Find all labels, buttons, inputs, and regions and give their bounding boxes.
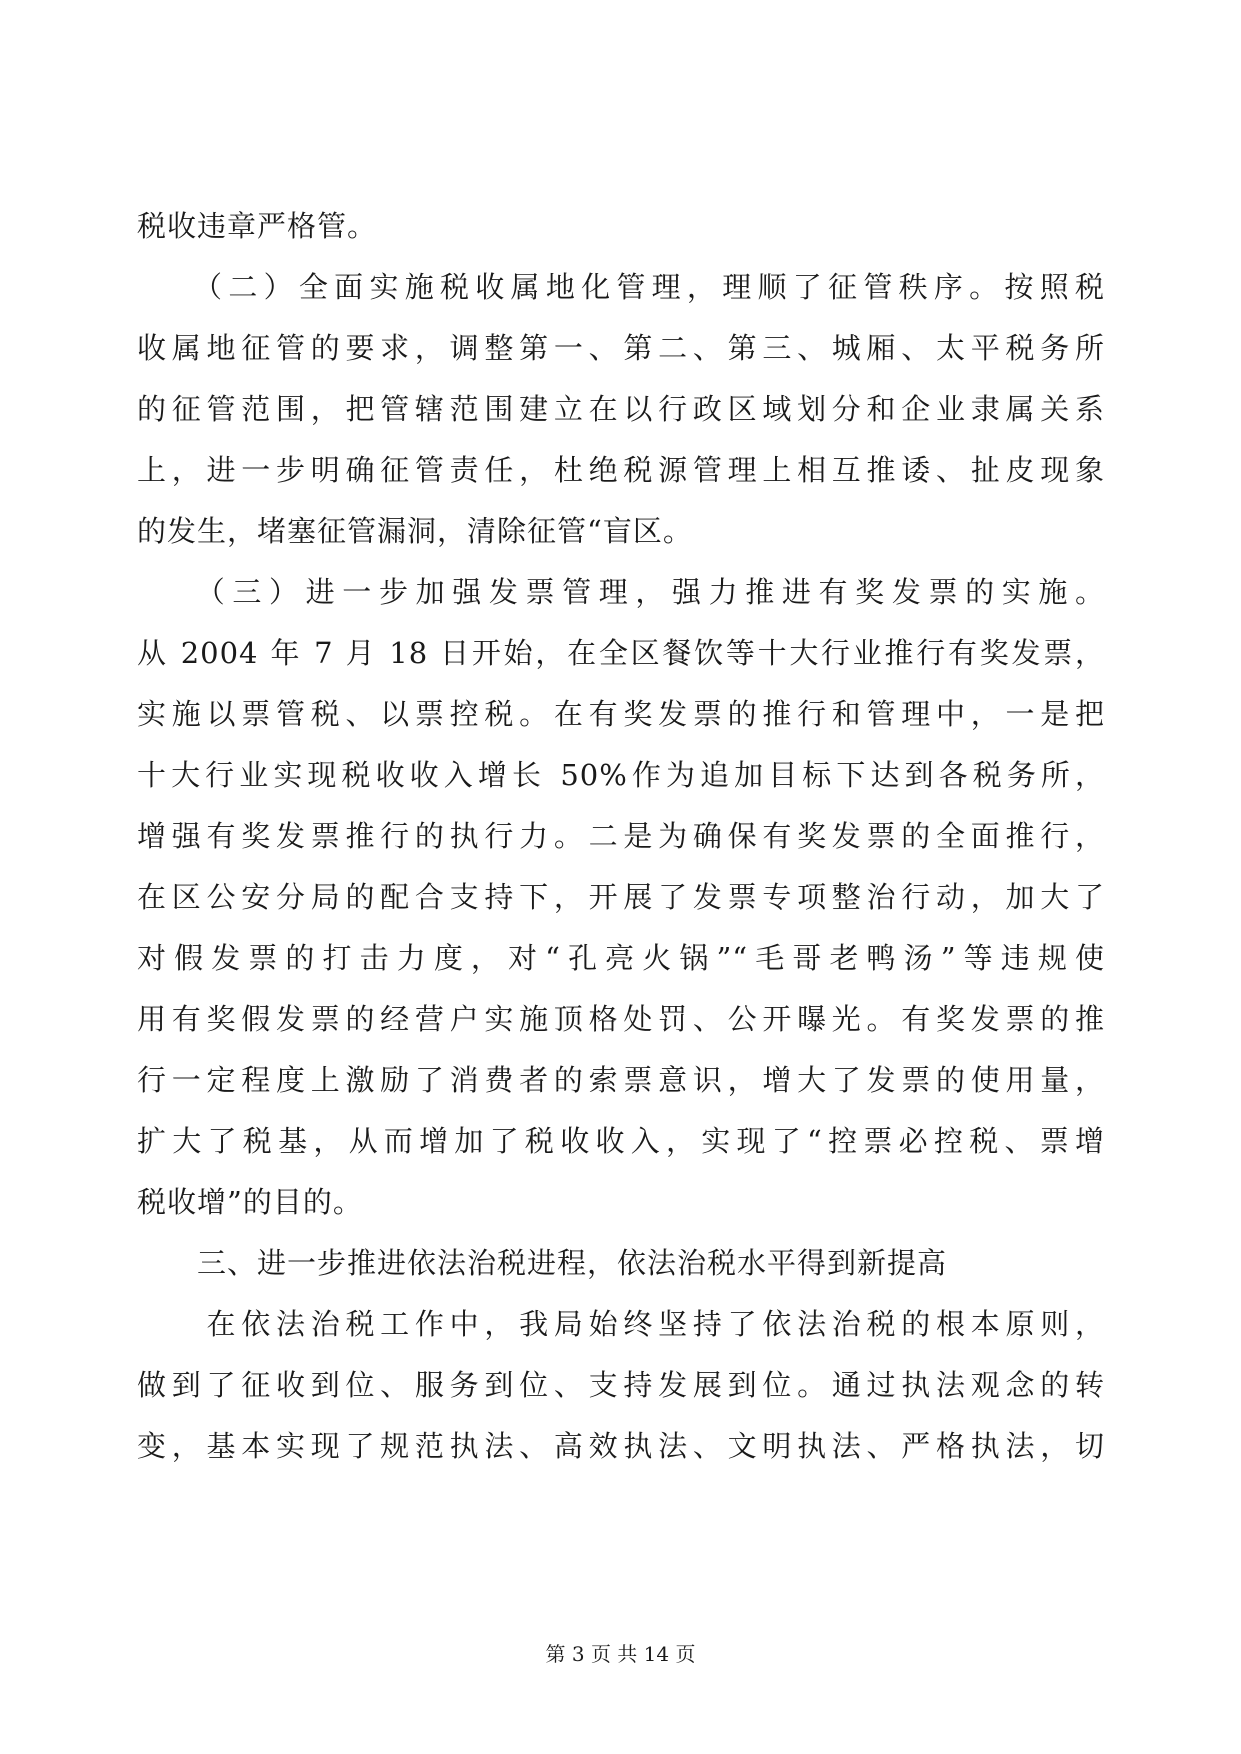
- text-line: 用有奖假发票的经营户实施顶格处罚、公开曝光。有奖发票的推: [137, 1002, 1105, 1036]
- text-line: （二）全面实施税收属地化管理，理顺了征管秩序。按照税: [137, 270, 1105, 304]
- text-line: 实施以票管税、以票控税。在有奖发票的推行和管理中，一是把: [137, 697, 1105, 731]
- text-line: 在依法治税工作中，我局始终坚持了依法治税的根本原则，: [137, 1307, 1105, 1341]
- text-line: 收属地征管的要求，调整第一、第二、第三、城厢、太平税务所: [137, 331, 1105, 365]
- text-line: （三）进一步加强发票管理，强力推进有奖发票的实施。: [137, 575, 1105, 609]
- text-line: 行一定程度上激励了消费者的索票意识，增大了发票的使用量，: [137, 1063, 1105, 1097]
- document-body: [137, 196, 1105, 1477]
- text-line: 从 2004 年 7 月 18 日开始，在全区餐饮等十大行业推行有奖发票，: [137, 636, 1105, 670]
- text-line: 对假发票的打击力度，对“孔亮火锅”“毛哥老鸭汤”等违规使: [137, 941, 1105, 975]
- text-line: 税收增”的目的。: [137, 1185, 363, 1219]
- text-line: 变，基本实现了规范执法、高效执法、文明执法、严格执法，切: [137, 1429, 1105, 1463]
- text-line: 的征管范围，把管辖范围建立在以行政区域划分和企业隶属关系: [137, 392, 1105, 426]
- page-number-footer: 第 3 页 共 14 页: [545, 1642, 696, 1666]
- text-line: 在区公安分局的配合支持下，开展了发票专项整治行动，加大了: [137, 880, 1105, 914]
- text-line: 上，进一步明确征管责任，杜绝税源管理上相互推诿、扯皮现象: [137, 453, 1105, 487]
- text-line: 十大行业实现税收收入增长 50%作为追加目标下达到各税务所，: [137, 758, 1105, 792]
- section-heading: 三、进一步推进依法治税进程，依法治税水平得到新提高: [137, 1246, 948, 1280]
- text-line: 的发生，堵塞征管漏洞，清除征管“盲区。: [137, 514, 693, 548]
- text-line: 扩大了税基，从而增加了税收收入，实现了“控票必控税、票增: [137, 1124, 1105, 1158]
- text-line: 增强有奖发票推行的执行力。二是为确保有奖发票的全面推行，: [137, 819, 1105, 853]
- text-line: 税收违章严格管。: [137, 209, 378, 243]
- text-line: 做到了征收到位、服务到位、支持发展到位。通过执法观念的转: [137, 1368, 1105, 1402]
